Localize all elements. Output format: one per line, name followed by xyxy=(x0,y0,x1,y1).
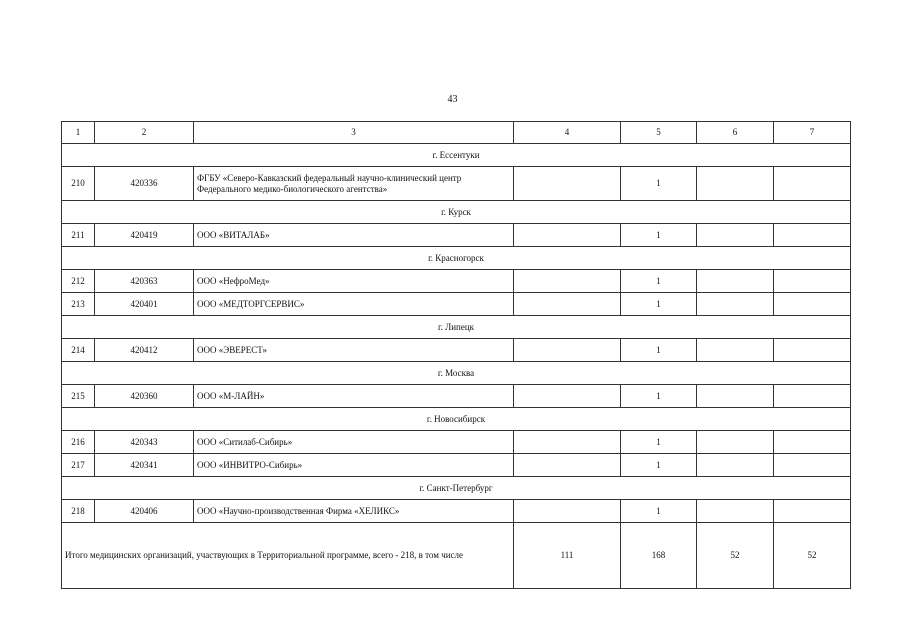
row-col-6 xyxy=(697,270,774,293)
table-row xyxy=(62,167,851,201)
row-col-6 xyxy=(697,385,774,408)
row-col-4 xyxy=(514,293,621,316)
row-col-5: 1 xyxy=(621,167,697,201)
org-code: 420341 xyxy=(95,454,194,477)
table-row xyxy=(62,224,851,247)
row-col-5: 1 xyxy=(621,339,697,362)
city-row xyxy=(62,247,851,270)
city-row xyxy=(62,144,851,167)
org-name: ООО «ИНВИТРО-Сибирь» xyxy=(194,454,514,477)
row-col-4 xyxy=(514,500,621,523)
row-col-4 xyxy=(514,339,621,362)
row-col-5: 1 xyxy=(621,431,697,454)
table-row xyxy=(62,431,851,454)
org-code: 420419 xyxy=(95,224,194,247)
row-col-6 xyxy=(697,224,774,247)
row-number: 216 xyxy=(62,431,95,454)
row-number: 210 xyxy=(62,167,95,201)
city-row xyxy=(62,362,851,385)
row-col-4 xyxy=(514,431,621,454)
org-code: 420412 xyxy=(95,339,194,362)
row-col-6 xyxy=(697,431,774,454)
total-col-7: 52 xyxy=(774,523,851,589)
city-row xyxy=(62,201,851,224)
city-name: г. Санкт-Петербург xyxy=(62,477,851,500)
page-number: 43 xyxy=(447,94,458,105)
organizations-table xyxy=(61,121,851,589)
table-row xyxy=(62,339,851,362)
row-col-6 xyxy=(697,293,774,316)
column-header: 7 xyxy=(774,122,851,144)
org-code: 420360 xyxy=(95,385,194,408)
header-row xyxy=(62,122,851,144)
column-header: 4 xyxy=(514,122,621,144)
column-header: 5 xyxy=(621,122,697,144)
row-col-6 xyxy=(697,167,774,201)
total-row xyxy=(62,523,851,589)
table-row xyxy=(62,270,851,293)
city-row xyxy=(62,316,851,339)
city-row xyxy=(62,408,851,431)
row-col-5: 1 xyxy=(621,224,697,247)
row-col-6 xyxy=(697,454,774,477)
total-label: Итого медицинских организаций, участвующих в Территориальной программе, всего - 218, в том числе xyxy=(62,523,514,589)
column-header: 3 xyxy=(194,122,514,144)
row-number: 213 xyxy=(62,293,95,316)
row-number: 215 xyxy=(62,385,95,408)
row-number: 212 xyxy=(62,270,95,293)
org-name: ООО «Ситилаб-Сибирь» xyxy=(194,431,514,454)
row-col-5: 1 xyxy=(621,454,697,477)
table-body xyxy=(62,122,851,523)
city-name: г. Москва xyxy=(62,362,851,385)
org-name: ООО «М-ЛАЙН» xyxy=(194,385,514,408)
row-col-7 xyxy=(774,293,851,316)
row-col-6 xyxy=(697,339,774,362)
row-col-4 xyxy=(514,224,621,247)
org-code: 420343 xyxy=(95,431,194,454)
org-name: ООО «НефроМед» xyxy=(194,270,514,293)
city-name: г. Липецк xyxy=(62,316,851,339)
row-col-5: 1 xyxy=(621,385,697,408)
table-row xyxy=(62,454,851,477)
total-section xyxy=(62,523,851,589)
row-number: 211 xyxy=(62,224,95,247)
org-name: ООО «МЕДТОРГСЕРВИС» xyxy=(194,293,514,316)
row-col-5: 1 xyxy=(621,270,697,293)
org-name: ФГБУ «Северо-Кавказский федеральный научно-клинический центр Федерального медико-биологического агентства» xyxy=(194,167,514,201)
row-number: 214 xyxy=(62,339,95,362)
total-col-6: 52 xyxy=(697,523,774,589)
row-col-7 xyxy=(774,431,851,454)
org-name: ООО «Научно-производственная Фирма «ХЕЛИКС» xyxy=(194,500,514,523)
column-header: 1 xyxy=(62,122,95,144)
row-col-7 xyxy=(774,167,851,201)
table-row xyxy=(62,500,851,523)
row-col-5: 1 xyxy=(621,500,697,523)
city-name: г. Красногорск xyxy=(62,247,851,270)
row-col-7 xyxy=(774,454,851,477)
row-number: 218 xyxy=(62,500,95,523)
org-code: 420406 xyxy=(95,500,194,523)
table-row xyxy=(62,293,851,316)
row-number: 217 xyxy=(62,454,95,477)
city-row xyxy=(62,477,851,500)
row-col-5: 1 xyxy=(621,293,697,316)
city-name: г. Новосибирск xyxy=(62,408,851,431)
row-col-4 xyxy=(514,454,621,477)
org-name: ООО «ЭВЕРЕСТ» xyxy=(194,339,514,362)
row-col-4 xyxy=(514,270,621,293)
column-header: 6 xyxy=(697,122,774,144)
total-col-5: 168 xyxy=(621,523,697,589)
total-col-4: 111 xyxy=(514,523,621,589)
org-code: 420401 xyxy=(95,293,194,316)
column-header: 2 xyxy=(95,122,194,144)
org-code: 420336 xyxy=(95,167,194,201)
row-col-7 xyxy=(774,500,851,523)
org-name: ООО «ВИТАЛАБ» xyxy=(194,224,514,247)
row-col-7 xyxy=(774,224,851,247)
row-col-7 xyxy=(774,339,851,362)
org-code: 420363 xyxy=(95,270,194,293)
row-col-7 xyxy=(774,270,851,293)
row-col-4 xyxy=(514,385,621,408)
city-name: г. Курск xyxy=(62,201,851,224)
row-col-7 xyxy=(774,385,851,408)
city-name: г. Ессентуки xyxy=(62,144,851,167)
row-col-6 xyxy=(697,500,774,523)
row-col-4 xyxy=(514,167,621,201)
table-row xyxy=(62,385,851,408)
